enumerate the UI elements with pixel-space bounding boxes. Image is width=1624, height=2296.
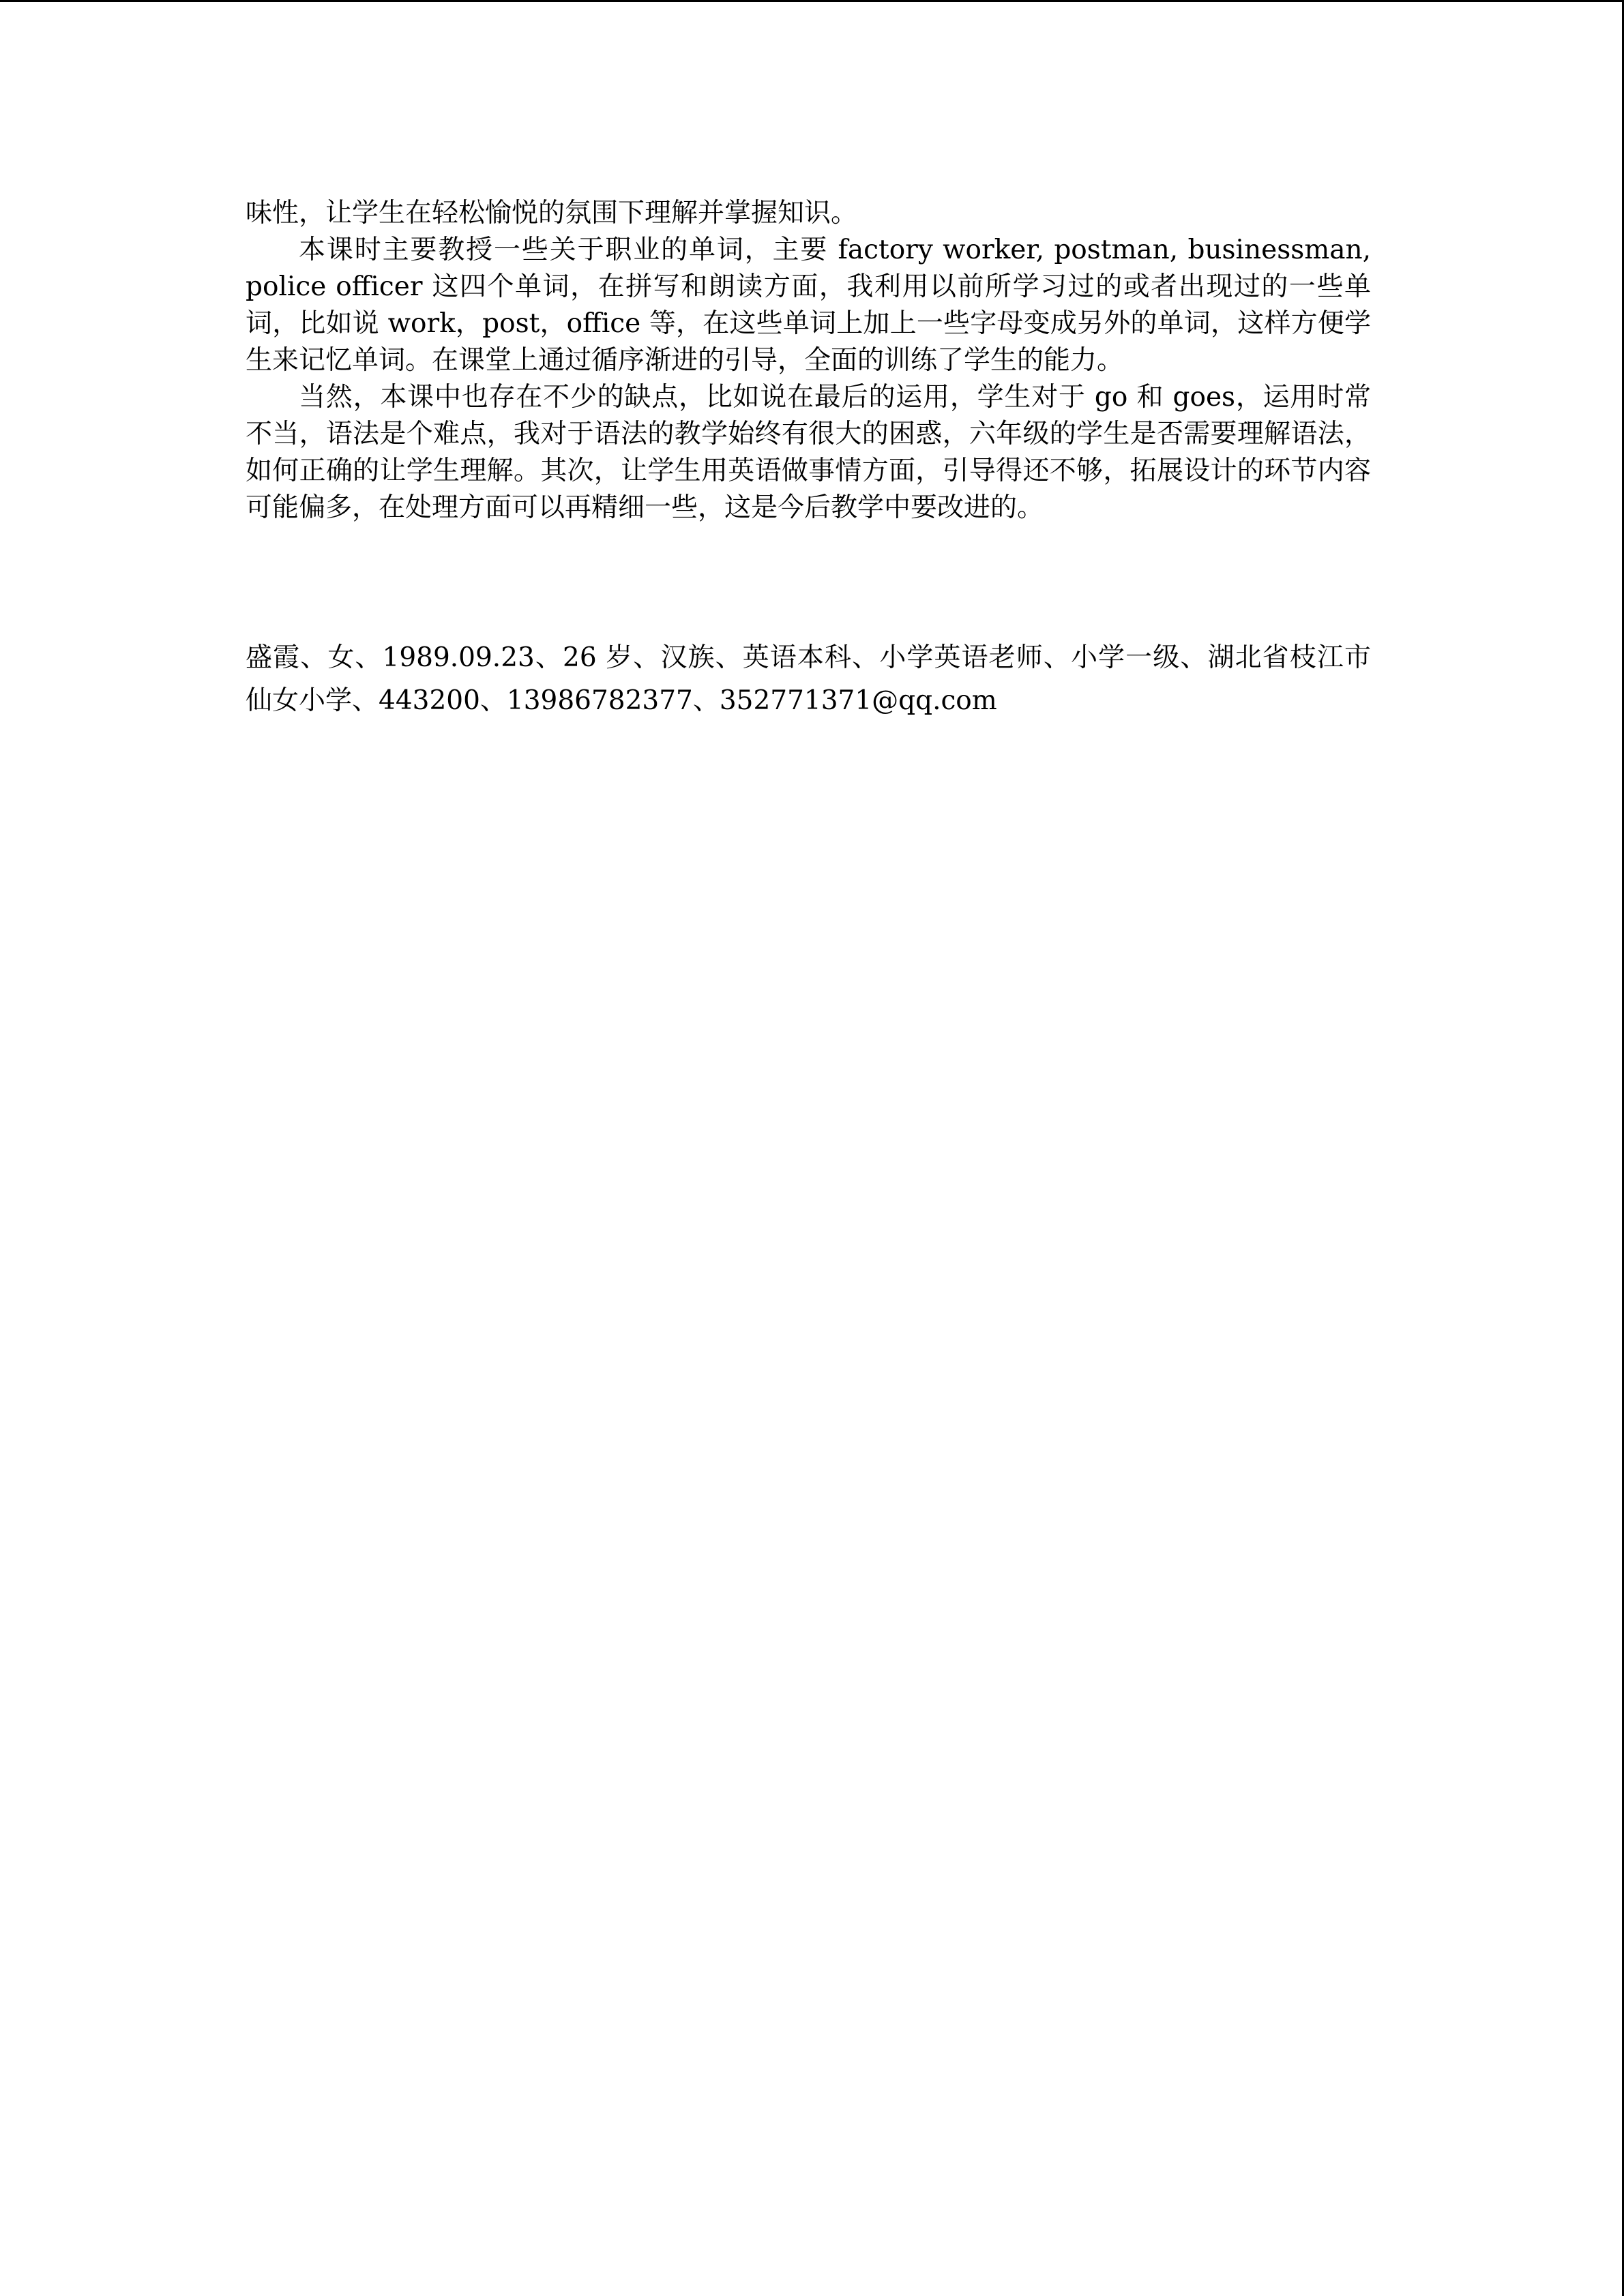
body-text	[246, 195, 1371, 526]
paragraph-continuation: 味性，让学生在轻松愉悦的氛围下理解并掌握知识。	[246, 198, 858, 228]
author-info: 盛霞、女、1989.09.23、26 岁、汉族、英语本科、小学英语老师、小学一级、湖北省枝江市仙女小学、443200、13986782377、352771371@qq.com	[246, 642, 1371, 716]
paragraph-vocabulary: 本课时主要教授一些关于职业的单词，主要 factory worker, postman, businessman, police officer 这四个单词，在拼写和朗读方面，我利用以前所学习过的或者出现过的一些单词，比如说 work，post，office 等，在这些单词上加上一些字母变成另外的单词，这样方便学生来记忆单词。在课堂上通过循序渐进的引导，全面的训练了学生的能力。	[246, 235, 1371, 376]
paragraph-reflection: 当然，本课中也存在不少的缺点，比如说在最后的运用，学生对于 go 和 goes，运用时常不当，语法是个难点，我对于语法的教学始终有很大的困惑，六年级的学生是否需要理解语法，如何正确的让学生理解。其次，让学生用英语做事情方面，引导得还不够，拓展设计的环节内容可能偏多，在处理方面可以再精细一些，这是今后教学中要改进的。	[246, 382, 1371, 523]
